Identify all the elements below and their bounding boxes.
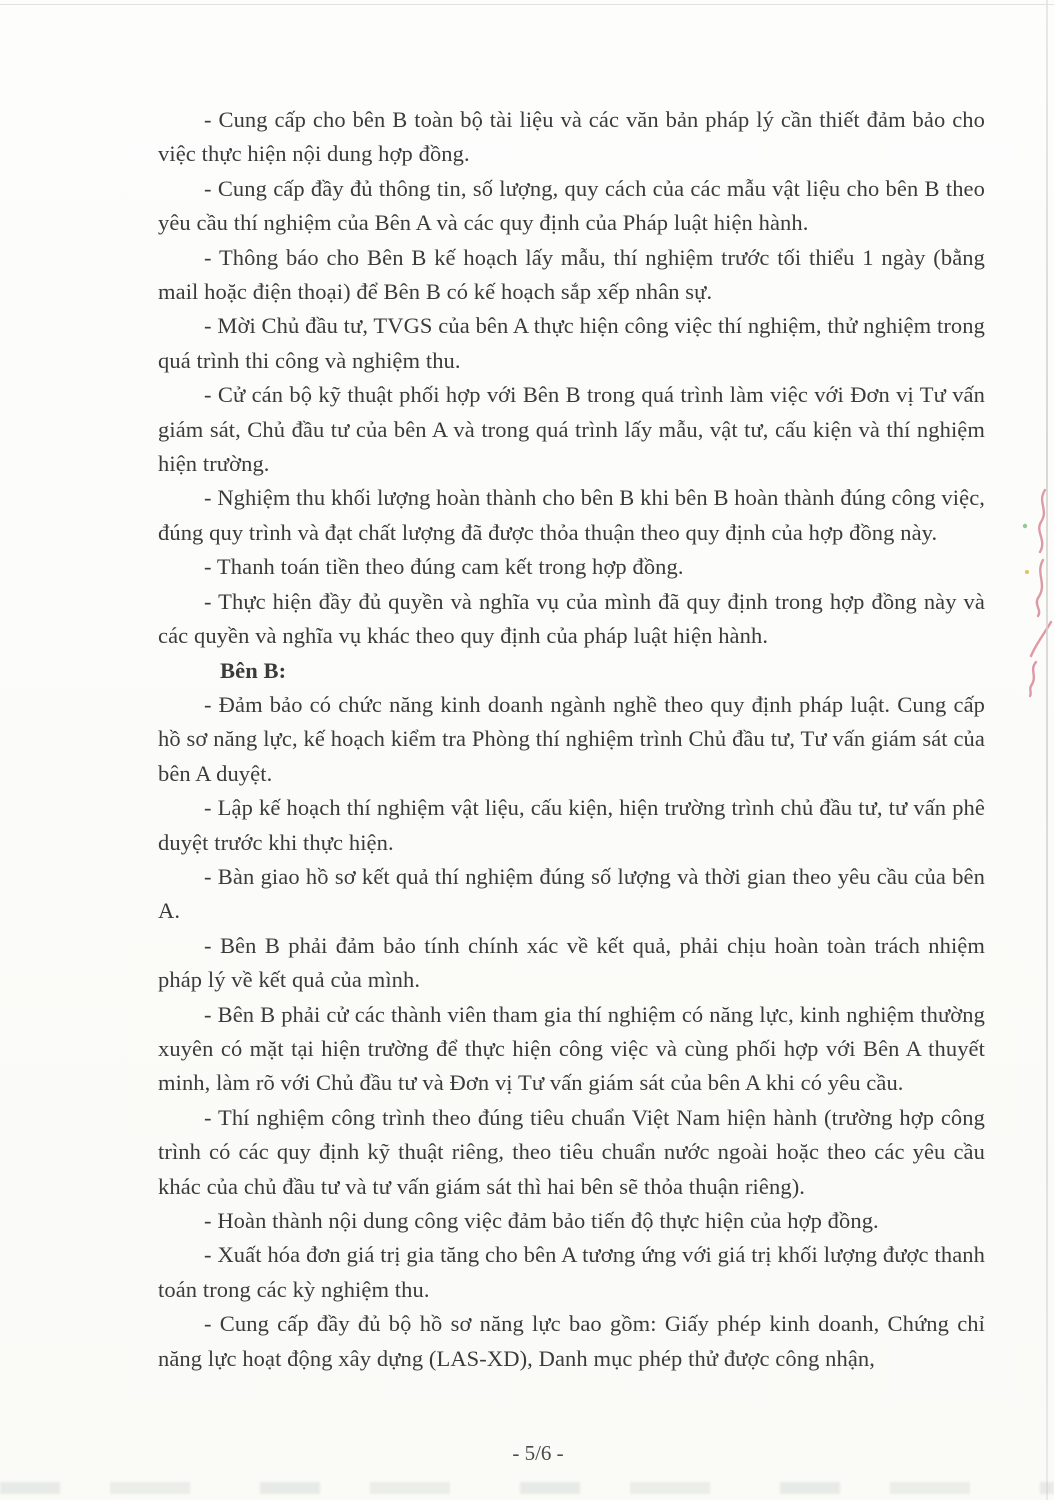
- contract-paragraph: - Đảm bảo có chức năng kinh doanh ngành nghề theo quy định pháp luật. Cung cấp hồ sơ năng lực, kế hoạch kiểm tra Phòng thí nghiệm trình Chủ đầu tư, Tư vấn giám sát của bên A duyệt.: [158, 691, 985, 786]
- contract-paragraph: - Cung cấp cho bên B toàn bộ tài liệu và các văn bản pháp lý cần thiết đảm bảo cho việc thực hiện nội dung hợp đồng.: [158, 107, 985, 167]
- yellow-ink-fleck: [1025, 570, 1029, 574]
- contract-paragraph: - Xuất hóa đơn giá trị gia tăng cho bên A tương ứng với giá trị khối lượng được thanh toán trong các kỳ nghiệm thu.: [158, 1242, 985, 1302]
- section-heading-ben-b: Bên B:: [220, 657, 287, 683]
- green-ink-fleck: [1023, 524, 1027, 528]
- contract-paragraph: - Thí nghiệm công trình theo đúng tiêu chuẩn Việt Nam hiện hành (trường hợp công trình có các quy định kỹ thuật riêng, theo tiêu chuẩn nước ngoài hoặc theo các yêu cầu khác của chủ đầu tư và tư vấn giám sát thì hai bên sẽ thỏa thuận riêng).: [158, 1104, 985, 1199]
- contract-paragraph: - Cung cấp đầy đủ bộ hồ sơ năng lực bao gồm: Giấy phép kinh doanh, Chứng chỉ năng lực hoạt động xây dựng (LAS-XD), Danh mục phép thử được công nhận,: [158, 1311, 985, 1371]
- contract-paragraph: - Cử cán bộ kỹ thuật phối hợp với Bên B trong quá trình làm việc với Đơn vị Tư vấn giám sát, Chủ đầu tư của bên A và trong quá trình lấy mẫu, vật tư, cấu kiện và thí nghiệm hiện trường.: [158, 382, 985, 477]
- page-number: - 5/6 -: [512, 1441, 564, 1465]
- handwritten-ink-mark: [1014, 486, 1054, 698]
- contract-paragraph: - Thông báo cho Bên B kế hoạch lấy mẫu, thí nghiệm trước tối thiểu 1 ngày (bằng mail hoặc điện thoại) để Bên B có kế hoạch sắp xếp nhân sự.: [158, 244, 985, 305]
- contract-paragraph: - Thanh toán tiền theo đúng cam kết trong hợp đồng.: [204, 554, 684, 580]
- contract-paragraph: - Nghiệm thu khối lượng hoàn thành cho bên B khi bên B hoàn thành đúng công việc, đúng quy trình và đạt chất lượng đã được thỏa thuận theo quy định của hợp đồng này.: [158, 485, 985, 545]
- scan-artifact-bottom-smudge: [0, 1482, 1054, 1494]
- contract-paragraph: - Hoàn thành nội dung công việc đảm bảo tiến độ thực hiện của hợp đồng.: [204, 1208, 879, 1233]
- contract-paragraph: - Mời Chủ đầu tư, TVGS của bên A thực hiện công việc thí nghiệm, thử nghiệm trong quá trình thi công và nghiệm thu.: [158, 313, 985, 373]
- scan-artifact-top-line: [0, 4, 1054, 5]
- contract-body-text: [158, 103, 985, 1376]
- contract-paragraph: - Bên B phải cử các thành viên tham gia thí nghiệm có năng lực, kinh nghiệm thường xuyên có mặt tại hiện trường để thực hiện công việc và cùng phối hợp với Bên A thuyết minh, làm rõ với Chủ đầu tư và Đơn vị Tư vấn giám sát của bên A khi có yêu cầu.: [158, 1001, 985, 1096]
- contract-paragraph: - Thực hiện đầy đủ quyền và nghĩa vụ của mình đã quy định trong hợp đồng này và các quyền và nghĩa vụ khác theo quy định của pháp luật hiện hành.: [158, 588, 985, 649]
- scan-artifact-edge-line: [1046, 0, 1048, 1500]
- contract-paragraph: - Cung cấp đầy đủ thông tin, số lượng, quy cách của các mẫu vật liệu cho bên B theo yêu cầu thí nghiệm của Bên A và các quy định của Pháp luật hiện hành.: [158, 175, 985, 236]
- contract-paragraph: - Bàn giao hồ sơ kết quả thí nghiệm đúng số lượng và thời gian theo yêu cầu của bên A.: [158, 863, 985, 924]
- contract-paragraph: - Bên B phải đảm bảo tính chính xác về kết quả, phải chịu hoàn toàn trách nhiệm pháp lý về kết quả của mình.: [158, 932, 985, 993]
- contract-paragraph: - Lập kế hoạch thí nghiệm vật liệu, cấu kiện, hiện trường trình chủ đầu tư, tư vấn phê duyệt trước khi thực hiện.: [158, 795, 985, 855]
